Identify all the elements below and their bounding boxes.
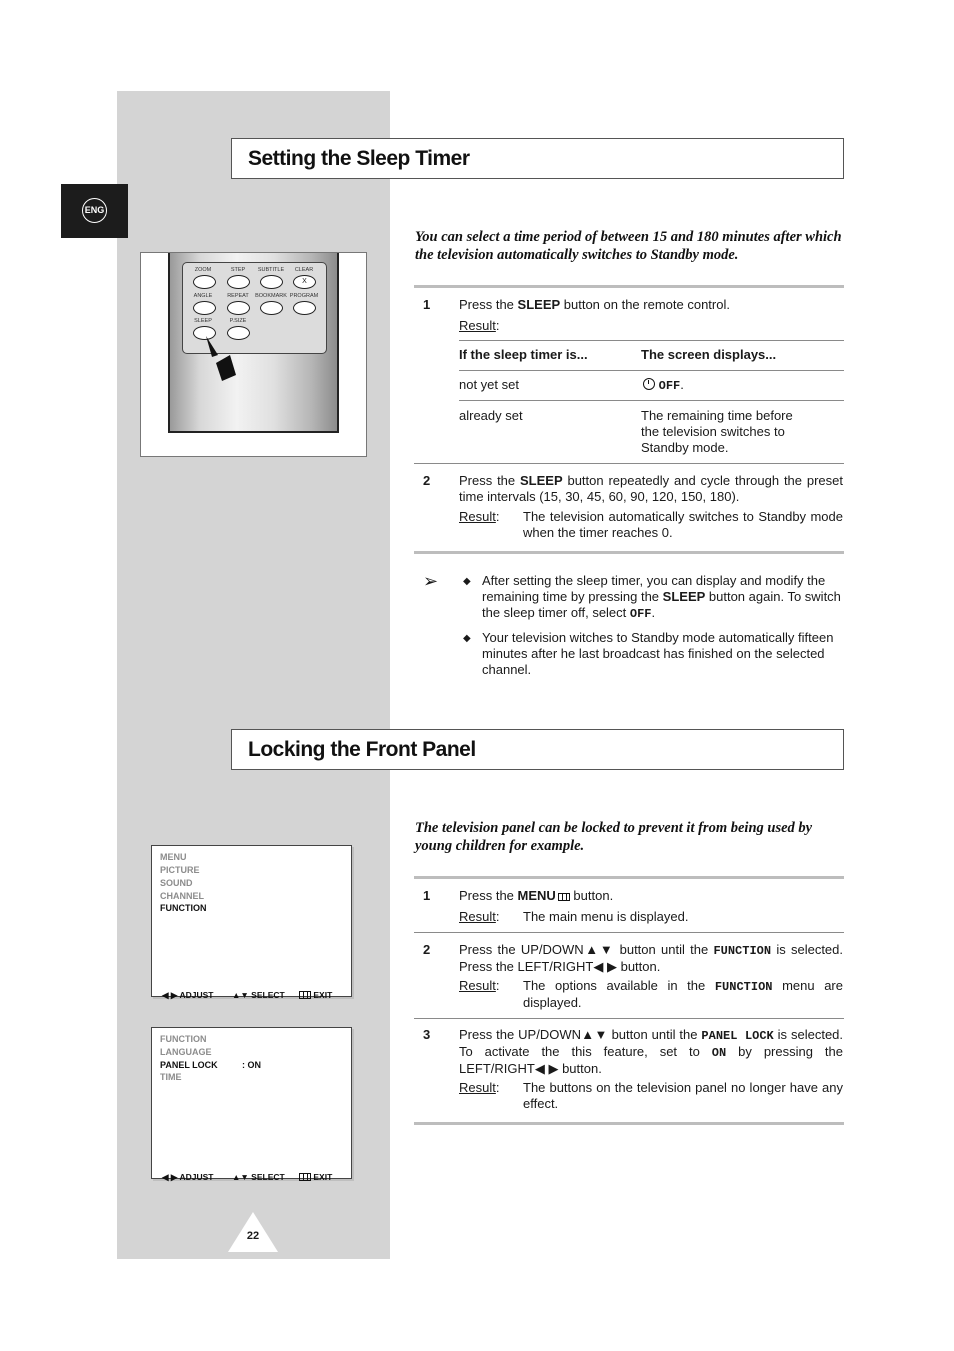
divider (414, 1018, 844, 1019)
result-label (459, 318, 499, 334)
text: The options available in the (523, 978, 715, 993)
section-title-box (231, 138, 844, 179)
section-title-box (231, 729, 844, 770)
table-cell-remaining: The remaining time before the television switches to Standby mode. (641, 408, 793, 456)
divider (414, 463, 844, 464)
remote-illustration (140, 252, 367, 457)
step-number: 2 (423, 473, 431, 488)
menu-item: FUNCTION (160, 1034, 207, 1044)
select-hint: ▲▼ SELECT (232, 1172, 285, 1182)
colon: : (495, 509, 500, 524)
bullet-diamond-icon: ◆ (463, 633, 471, 644)
result-text: The buttons on the television panel no longer have any effect. (523, 1080, 843, 1112)
divider (414, 551, 844, 554)
panel-lock-value: : ON (242, 1060, 261, 1070)
tv-function-screen (151, 1027, 352, 1182)
step-number: 1 (423, 888, 431, 903)
table-divider (459, 340, 844, 341)
result-word: Result (459, 909, 496, 924)
menu-item: MENU (160, 852, 187, 862)
result-word: Result (459, 1080, 496, 1095)
text: is selected. (771, 942, 844, 957)
repeat-button (227, 301, 250, 315)
note-1 (482, 573, 842, 623)
text: button. (558, 1061, 602, 1077)
divider (414, 876, 844, 879)
result-text: The main menu is displayed. (523, 909, 689, 924)
text: Press the (459, 297, 518, 312)
eng-badge: ENG (82, 198, 107, 223)
table-header-condition: If the sleep timer is... (459, 347, 588, 362)
on-text: ON (711, 1046, 727, 1061)
locking-intro: The television panel can be locked to prevent it from being used by young children for example. (415, 820, 813, 854)
text: button repeatedly and cycle through the preset time intervals (15, 30, 45, 60, 90, 120, 150, 180). (459, 473, 843, 505)
function-text: FUNCTION (714, 980, 773, 994)
result-label (459, 509, 499, 525)
step-2-text (459, 942, 843, 975)
result-word: Result (459, 978, 496, 993)
zoom-label: ZOOM (194, 267, 212, 273)
text: After setting the sleep timer, you can display and modify the remaining time by pressing the (482, 573, 826, 605)
step-2-text (459, 473, 843, 505)
angle-button (193, 301, 216, 315)
text: Press the (459, 473, 520, 488)
psize-label: P.SIZE (229, 318, 247, 324)
up-down-arrows-icon: ▲▼ (580, 1027, 608, 1042)
subtitle-button (260, 275, 283, 289)
text: by pressing the LEFT/RIGHT (459, 1044, 843, 1077)
colon: : (495, 978, 500, 993)
text: button on the remote control. (560, 297, 730, 312)
exit-hint (299, 990, 332, 1000)
subtitle-label: SUBTITLE (257, 267, 285, 273)
clock-icon (643, 378, 655, 390)
left-right-arrows-icon: ◀ ▶ (534, 1061, 559, 1077)
result-word: Result (459, 318, 496, 333)
text: Press the UP/DOWN (459, 1027, 581, 1042)
off-text: OFF (658, 379, 681, 393)
table-cell-not-set: not yet set (459, 377, 519, 392)
table-divider (459, 400, 844, 401)
menu-item: TIME (160, 1072, 182, 1082)
text: Press the LEFT/RIGHT (459, 959, 594, 975)
table-divider (459, 370, 844, 371)
angle-label: ANGLE (193, 293, 213, 299)
off-text: OFF (629, 607, 652, 622)
menu-item-selected: FUNCTION (160, 903, 207, 913)
bookmark-button (260, 301, 283, 315)
language-tab (61, 184, 128, 238)
zoom-button (193, 275, 216, 289)
left-right-arrows-icon: ◀ ▶ (593, 959, 617, 975)
menu-item: CHANNEL (160, 891, 204, 901)
adjust-hint: ◀ ▶ ADJUST (162, 990, 214, 1000)
text: button again. To switch the sleep timer off, select (482, 589, 841, 621)
divider (414, 932, 844, 933)
colon: : (495, 909, 500, 924)
step-button (227, 275, 250, 289)
result-label (459, 909, 499, 925)
tv-menu-screen (151, 845, 352, 1000)
step-number: 3 (423, 1027, 431, 1042)
table-cell-already-set: already set (459, 408, 523, 423)
menu-key: MENU (517, 888, 556, 903)
clear-button: X (293, 275, 316, 289)
step-label: STEP (230, 267, 246, 273)
step-3-text (459, 1027, 843, 1078)
page-number: 22 (246, 1230, 260, 1242)
sleep-label: SLEEP (194, 318, 212, 324)
result-text (523, 978, 843, 1011)
colon: : (495, 318, 500, 333)
text: Press the (459, 888, 518, 903)
text: button until the (614, 942, 714, 957)
clear-label: CLEAR (294, 267, 314, 273)
sleep-key: SLEEP (520, 473, 563, 488)
text: button until the (607, 1027, 702, 1042)
menu-icon (299, 1173, 311, 1181)
menu-item: PICTURE (160, 865, 200, 875)
note-2: Your television witches to Standby mode automatically fifteen minutes after he last broadcast has finished on the selected channel. (482, 630, 834, 678)
bullet-diamond-icon: ◆ (463, 576, 471, 587)
step-number: 2 (423, 942, 431, 957)
result-label (459, 978, 499, 994)
text: Press the UP/DOWN (459, 942, 584, 957)
menu-item-selected: PANEL LOCK (160, 1060, 218, 1070)
step-1-text (459, 297, 844, 313)
repeat-label: REPEAT (227, 293, 249, 299)
function-text: FUNCTION (713, 944, 772, 958)
pointer-arrow-icon (204, 333, 254, 389)
panel-lock-text: PANEL LOCK (701, 1029, 774, 1043)
note-arrow-icon: ➢ (423, 571, 439, 591)
menu-icon (558, 893, 570, 901)
result-label (459, 1080, 499, 1096)
select-hint: ▲▼ SELECT (232, 990, 285, 1000)
divider (414, 1122, 844, 1125)
result-text: The television automatically switches to Standby mode when the timer reaches 0. (523, 509, 843, 541)
menu-item: LANGUAGE (160, 1047, 212, 1057)
divider (414, 285, 844, 288)
colon: : (495, 1080, 500, 1095)
sleep-timer-intro: You can select a time period of between 15 and 180 minutes after which the television automatically switches to Standby mode. (415, 229, 842, 263)
text: button. (569, 888, 614, 903)
program-button (293, 301, 316, 315)
exit-text: EXIT (313, 1172, 333, 1182)
bookmark-label: BOOKMARK (255, 293, 287, 299)
exit-hint (299, 1172, 332, 1182)
table-header-display: The screen displays... (641, 347, 777, 362)
sleep-key: SLEEP (517, 297, 561, 312)
text: is selected. To activate the this feature, set to (459, 1027, 844, 1060)
period: . (680, 377, 684, 392)
sleep-key: SLEEP (662, 589, 706, 605)
text: menu are displayed. (523, 978, 843, 1011)
step-number: 1 (423, 297, 431, 312)
program-label: PROGRAM (289, 293, 319, 299)
up-down-arrows-icon: ▲▼ (583, 942, 615, 957)
menu-icon (299, 991, 311, 999)
adjust-hint: ◀ ▶ ADJUST (162, 1172, 214, 1182)
section-title-sleep-timer: Setting the Sleep Timer (248, 147, 470, 170)
exit-text: EXIT (313, 990, 333, 1000)
step-1-text (459, 888, 613, 904)
menu-item: SOUND (160, 878, 193, 888)
text: button. (616, 959, 661, 975)
section-title-locking: Locking the Front Panel (248, 738, 476, 761)
text: . (651, 605, 656, 621)
table-cell-off (643, 377, 684, 394)
result-word: Result (459, 509, 496, 524)
remote-control (168, 253, 339, 433)
